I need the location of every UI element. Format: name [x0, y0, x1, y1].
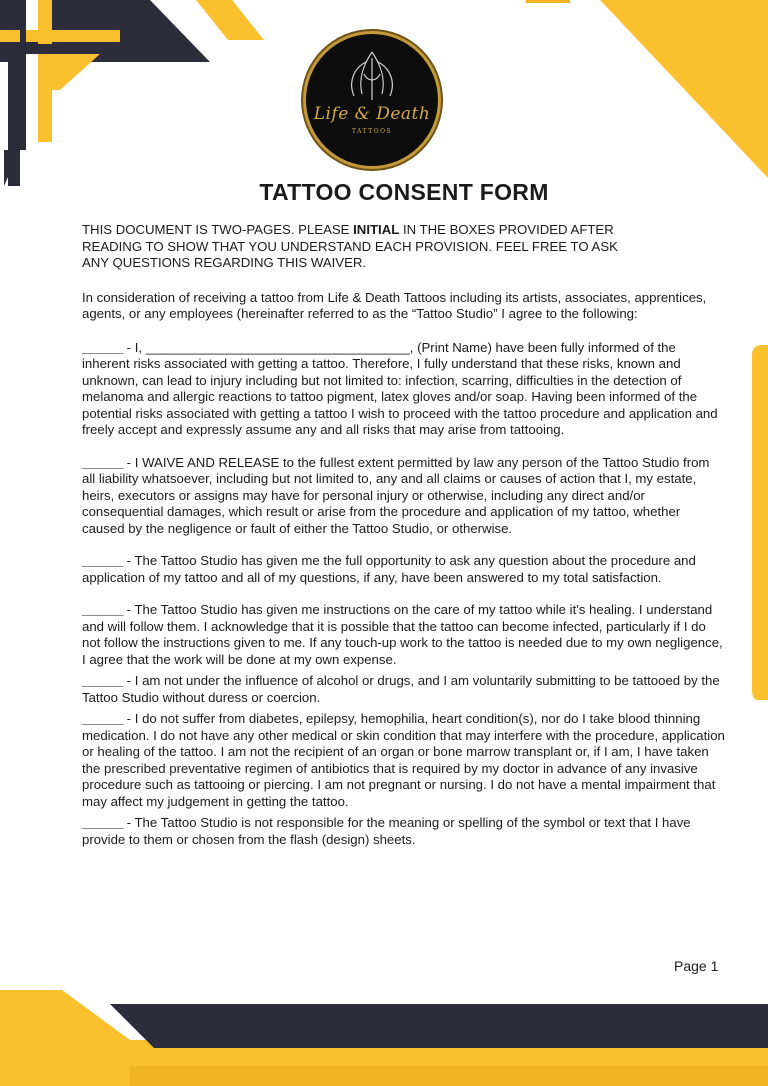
top-left-dark-bar-2 [20, 0, 26, 150]
top-yellow-slash [196, 0, 264, 40]
consideration-paragraph: In consideration of receiving a tattoo from Life & Death Tattoos including its artists, associates, apprentices, agents, or any employees (hereinafter referred to as the “Tattoo Studio” I agree to the following: [82, 289, 707, 321]
print-name-field[interactable]: ____________________________________ [145, 339, 410, 355]
bottom-dark-band [110, 1004, 768, 1048]
clause-1-text: , (Print Name) have been fully informed of the inherent risks associated with getting a tattoo. Therefore, I fully understand that these risks, known and unknown, can lead to injury including but not limited to: infection, scarring, difficulties in the detection of melanoma and allergic reactions to tattoo pigment, latex gloves and/or soap. Having been informed of the potential risks associated with getting a tattoo I wish to proceed with the tattoo procedure and application and freely accept and expressly assume any and all risks that may arise from tattooing. [82, 339, 718, 437]
instructions-text-1: THIS DOCUMENT IS TWO-PAGES. PLEASE [82, 222, 354, 237]
clause-waiver [82, 455, 726, 538]
top-left-yellow-cut [52, 54, 100, 90]
initial-field-5[interactable]: ______ [82, 673, 124, 688]
initial-field-6[interactable]: ______ [82, 711, 124, 726]
top-left-yellow-bar-h [0, 30, 120, 42]
form-title: TATTOO CONSENT FORM [259, 179, 549, 205]
instructions-text-2: IN THE BOXES PROVIDED AFTER READING TO SHOW THAT YOU UNDERSTAND EACH PROVISION. FEEL FREE TO ASK ANY QUESTIONS REGARDING THIS WAIVER. [82, 222, 618, 270]
initial-field-4[interactable]: ______ [82, 602, 124, 617]
clause-medical [82, 711, 726, 810]
clause-risks [82, 340, 726, 439]
logo-title: Life & Death [313, 104, 431, 124]
top-left-yellow-bar-v [38, 0, 52, 142]
page-number: Page 1 [674, 958, 719, 974]
clause-2-text: - I WAIVE AND RELEASE to the fullest extent permitted by law any person of the Tattoo Studio from all liability whatsoever, including but not limited to, any and all claims or causes of action that I, my estate, heirs, executors or assigns may have for personal injury or otherwise, including any direct and/or consequential damages, which result or arise from the procedure and application of my tattoo, whether caused by the negligence or fault of either the Tattoo Studio, or otherwise. [82, 454, 710, 536]
consent-form [82, 178, 726, 853]
top-left-dark-bar-h [0, 44, 100, 54]
clause-3-text: - The Tattoo Studio has given me the full opportunity to ask any question about the procedure and application of my tattoo and all of my questions, if any, have been answered to my total satisfaction. [82, 553, 696, 585]
form-instructions [82, 222, 642, 272]
top-yellow-tab [526, 0, 570, 3]
logo-subtitle: TATTOOS [351, 128, 393, 135]
initial-field-1[interactable]: ______ [82, 339, 124, 355]
clause-aftercare [82, 602, 726, 668]
instructions-bold: INITIAL [353, 222, 400, 237]
clause-1-pre: - I, [123, 339, 146, 355]
clause-7-text: - The Tattoo Studio is not responsible for the meaning or spelling of the symbol or text that I have provide to them or chosen from the flash (design) sheets. [82, 815, 691, 847]
initial-field-3[interactable]: ______ [82, 553, 124, 568]
clause-questions [82, 553, 726, 586]
initial-field-7[interactable]: ______ [82, 815, 124, 830]
phoenix-icon [306, 34, 438, 166]
clause-4-text: - The Tattoo Studio has given me instructions on the care of my tattoo while it's healing. I understand and will follow them. I acknowledge that it is possible that the tattoo can become infected, particularly if I do not follow the instructions given to me. If any touch-up work to the tattoo is needed due to my own negligence, I agree that the work will be done at my own expense. [82, 602, 723, 667]
right-yellow-tab [752, 345, 768, 700]
clause-6-text: - I do not suffer from diabetes, epilepsy, hemophilia, heart condition(s), nor do I take blood thinning medication. I do not have any other medical or skin condition that may interfere with the procedure, application or healing of the tattoo. I am not the recipient of an organ or bone marrow transplant or, if I am, I have taken the prescribed preventative regimen of antibiotics that is required by my doctor in advance of any invasive procedure such as tattooing or piercing. I am not pregnant or nursing. I do not have a mental impairment that may affect my judgement in getting the tattoo. [82, 711, 725, 809]
clause-5-text: - I am not under the influence of alcohol or drugs, and I am voluntarily submitting to be tattooed by the Tattoo Studio without duress or coercion. [82, 673, 720, 705]
studio-logo [306, 34, 438, 166]
initial-field-2[interactable]: ______ [82, 454, 124, 470]
clause-design [82, 815, 726, 848]
clause-sobriety [82, 673, 726, 706]
bottom-yellow-strip [130, 1066, 768, 1086]
